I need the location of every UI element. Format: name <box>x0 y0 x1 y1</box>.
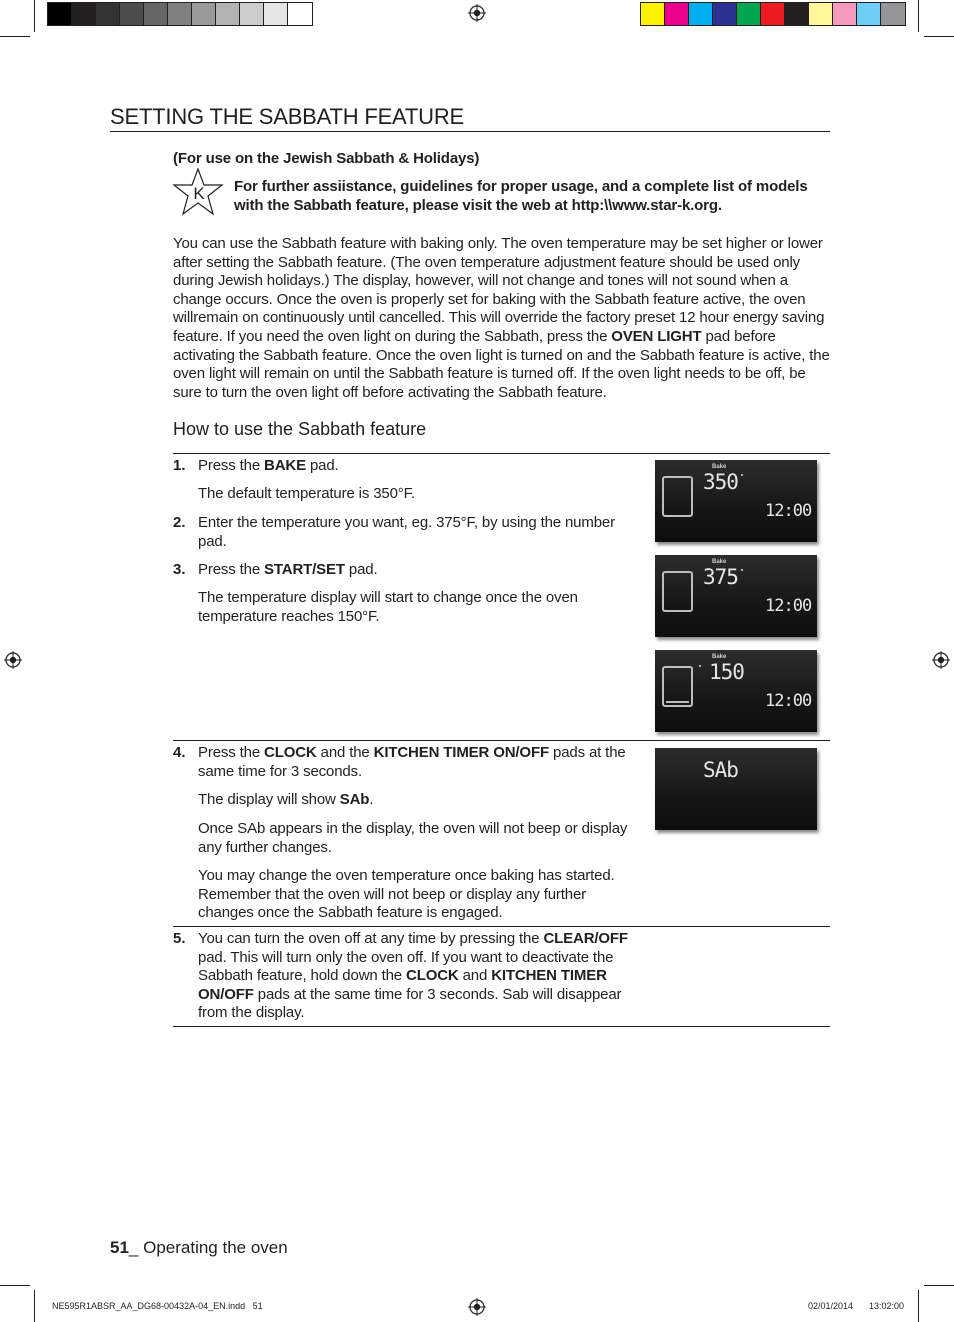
intro-text: You can use the Sabbath feature with baking only. The oven temperature may be set higher or lower after setting the Sabbath feature. (The oven temperature adjustment feature should be used only during Jewish holidays.) The display, however, will not change and tones will not sound when a change occurs. Once the oven is properly set for baking with the Sabbath feature active, the oven willremain on continuously until cancelled. This will override the factory preset 12 hour energy saving feature. If you need the oven light on during the Sabbath, press the <box>173 235 825 345</box>
temperature-readout: 150 <box>709 660 744 684</box>
star-k-icon <box>172 168 224 216</box>
color-swatch <box>264 3 288 25</box>
clock-readout: 12:00 <box>765 596 812 616</box>
subtitle: (For use on the Jewish Sabbath & Holidays) <box>173 150 480 167</box>
color-swatch <box>761 3 785 25</box>
clock-readout: 12:00 <box>765 691 812 711</box>
color-swatch <box>120 3 144 25</box>
oven-light-label: OVEN LIGHT <box>611 327 702 345</box>
star-k-letter: K <box>193 184 205 203</box>
oven-door-icon <box>662 571 693 612</box>
oven-door-icon <box>662 476 693 517</box>
step-rule <box>173 740 830 741</box>
color-swatch <box>192 3 216 25</box>
oven-door-icon <box>662 666 693 707</box>
step-1-note: The default temperature is 350°F. <box>198 485 416 502</box>
registration-mark-icon <box>4 651 22 669</box>
step-number: 2. <box>173 514 186 531</box>
registration-mark-icon <box>468 4 486 22</box>
step-4-note: You may change the oven temperature once baking has started. Remember that the oven will not beep or display any further changes once the Sabbath feature is engaged. <box>198 867 615 922</box>
color-swatch <box>665 3 689 25</box>
assistance-note: For further assiistance, guidelines for proper usage, and a complete list of models with the Sabbath feature, please visit the web at http:\\www.star-k.org. <box>234 178 808 214</box>
step-number: 1. <box>173 457 186 474</box>
oven-display <box>655 748 817 830</box>
slug-date: 02/01/2014 <box>808 1301 854 1311</box>
bake-indicator: Bake <box>712 654 727 660</box>
crop-mark <box>34 1290 35 1322</box>
section-heading: How to use the Sabbath feature <box>173 419 427 439</box>
page-title: SETTING THE SABBATH FEATURE <box>110 104 830 132</box>
crop-mark <box>0 1285 30 1286</box>
section-name: _ Operating the oven <box>128 1238 288 1257</box>
slug-time: 13:02:00 <box>869 1301 905 1311</box>
step-4-instruction: Press the CLOCK and the KITCHEN TIMER ON/OFF pads at the same time for 3 seconds. <box>198 744 626 780</box>
color-bar <box>640 2 906 26</box>
intro-paragraph <box>173 235 833 402</box>
page-footer <box>110 1238 288 1258</box>
color-swatch <box>689 3 713 25</box>
clock-label: CLOCK <box>406 967 459 985</box>
clear-off-label: CLEAR/OFF <box>543 930 628 947</box>
temperature-readout: 375 <box>703 565 738 589</box>
degree-dot <box>741 474 743 476</box>
color-swatch <box>785 3 809 25</box>
registration-mark-icon <box>932 651 950 669</box>
slug-filename: NE595R1ABSR_AA_DG68-00432A-04_EN.indd 51 <box>52 1301 263 1311</box>
oven-display <box>655 650 817 732</box>
oven-display <box>655 555 817 637</box>
color-swatch <box>809 3 833 25</box>
step-4-display-note: The display will show SAb. <box>198 791 374 808</box>
clock-readout: 12:00 <box>765 501 812 521</box>
crop-mark <box>0 36 30 37</box>
page-number: 51 <box>110 1238 129 1257</box>
color-swatch <box>168 3 192 25</box>
color-swatch <box>144 3 168 25</box>
degree-dot <box>699 665 701 667</box>
bake-indicator: Bake <box>712 464 727 470</box>
color-swatch <box>72 3 96 25</box>
kitchen-timer-label: KITCHEN TIMER ON/OFF <box>198 967 607 1003</box>
bake-label: BAKE <box>264 457 306 474</box>
step-3-instruction: Press the START/SET pad. <box>198 561 378 578</box>
color-swatch <box>641 3 665 25</box>
color-swatch <box>857 3 881 25</box>
sab-label: SAb <box>339 791 370 808</box>
color-swatch <box>737 3 761 25</box>
degree-dot <box>741 569 743 571</box>
step-4-note: Once SAb appears in the display, the oven will not beep or display any further changes. <box>198 820 628 856</box>
color-swatch <box>881 3 905 25</box>
color-swatch <box>240 3 264 25</box>
start-set-label: START/SET <box>264 561 345 578</box>
crop-mark <box>918 0 919 32</box>
color-swatch <box>713 3 737 25</box>
crop-mark <box>918 1290 919 1322</box>
bake-indicator: Bake <box>712 559 727 565</box>
color-swatch <box>216 3 240 25</box>
crop-mark <box>924 1285 954 1286</box>
step-1-instruction: Press the BAKE pad. <box>198 457 339 474</box>
step-rule <box>173 1026 830 1027</box>
step-number: 4. <box>173 744 186 761</box>
color-swatch <box>288 3 312 25</box>
color-swatch <box>833 3 857 25</box>
color-swatch <box>48 3 72 25</box>
sab-readout: SAb <box>703 758 738 782</box>
section-rule <box>173 453 830 454</box>
kitchen-timer-label: KITCHEN TIMER ON/OFF <box>373 744 549 761</box>
color-swatch <box>96 3 120 25</box>
intro-text: pad before activating the Sabbath feature. Once the oven light is turned on and the Sabbath feature is active, the oven light will remain on until the Sabbath feature is turned off. If the oven light needs to be off, be sure to turn the oven light off before activating the Sabbath feature. <box>173 327 830 401</box>
registration-mark-icon <box>468 1298 486 1316</box>
grayscale-bar <box>47 2 313 26</box>
oven-display <box>655 460 817 542</box>
step-5-instruction: You can turn the oven off at any time by pressing the CLEAR/OFF pad. This will turn only the oven off. If you want to deactivate the Sabbath feature, hold down the CLOCK and KITCHEN TIMER ON/OFF pads at the same time for 3 seconds. Sab will disappear from the display. <box>198 930 628 1022</box>
crop-mark <box>34 0 35 32</box>
step-2-instruction: Enter the temperature you want, eg. 375°F, by using the number pad. <box>198 514 615 550</box>
step-rule <box>173 926 830 927</box>
crop-mark <box>924 36 954 37</box>
step-3-note: The temperature display will start to change once the oven temperature reaches 150°F. <box>198 589 578 625</box>
clock-label: CLOCK <box>264 744 317 761</box>
temperature-readout: 350 <box>703 470 738 494</box>
step-number: 5. <box>173 930 186 947</box>
step-number: 3. <box>173 561 186 578</box>
